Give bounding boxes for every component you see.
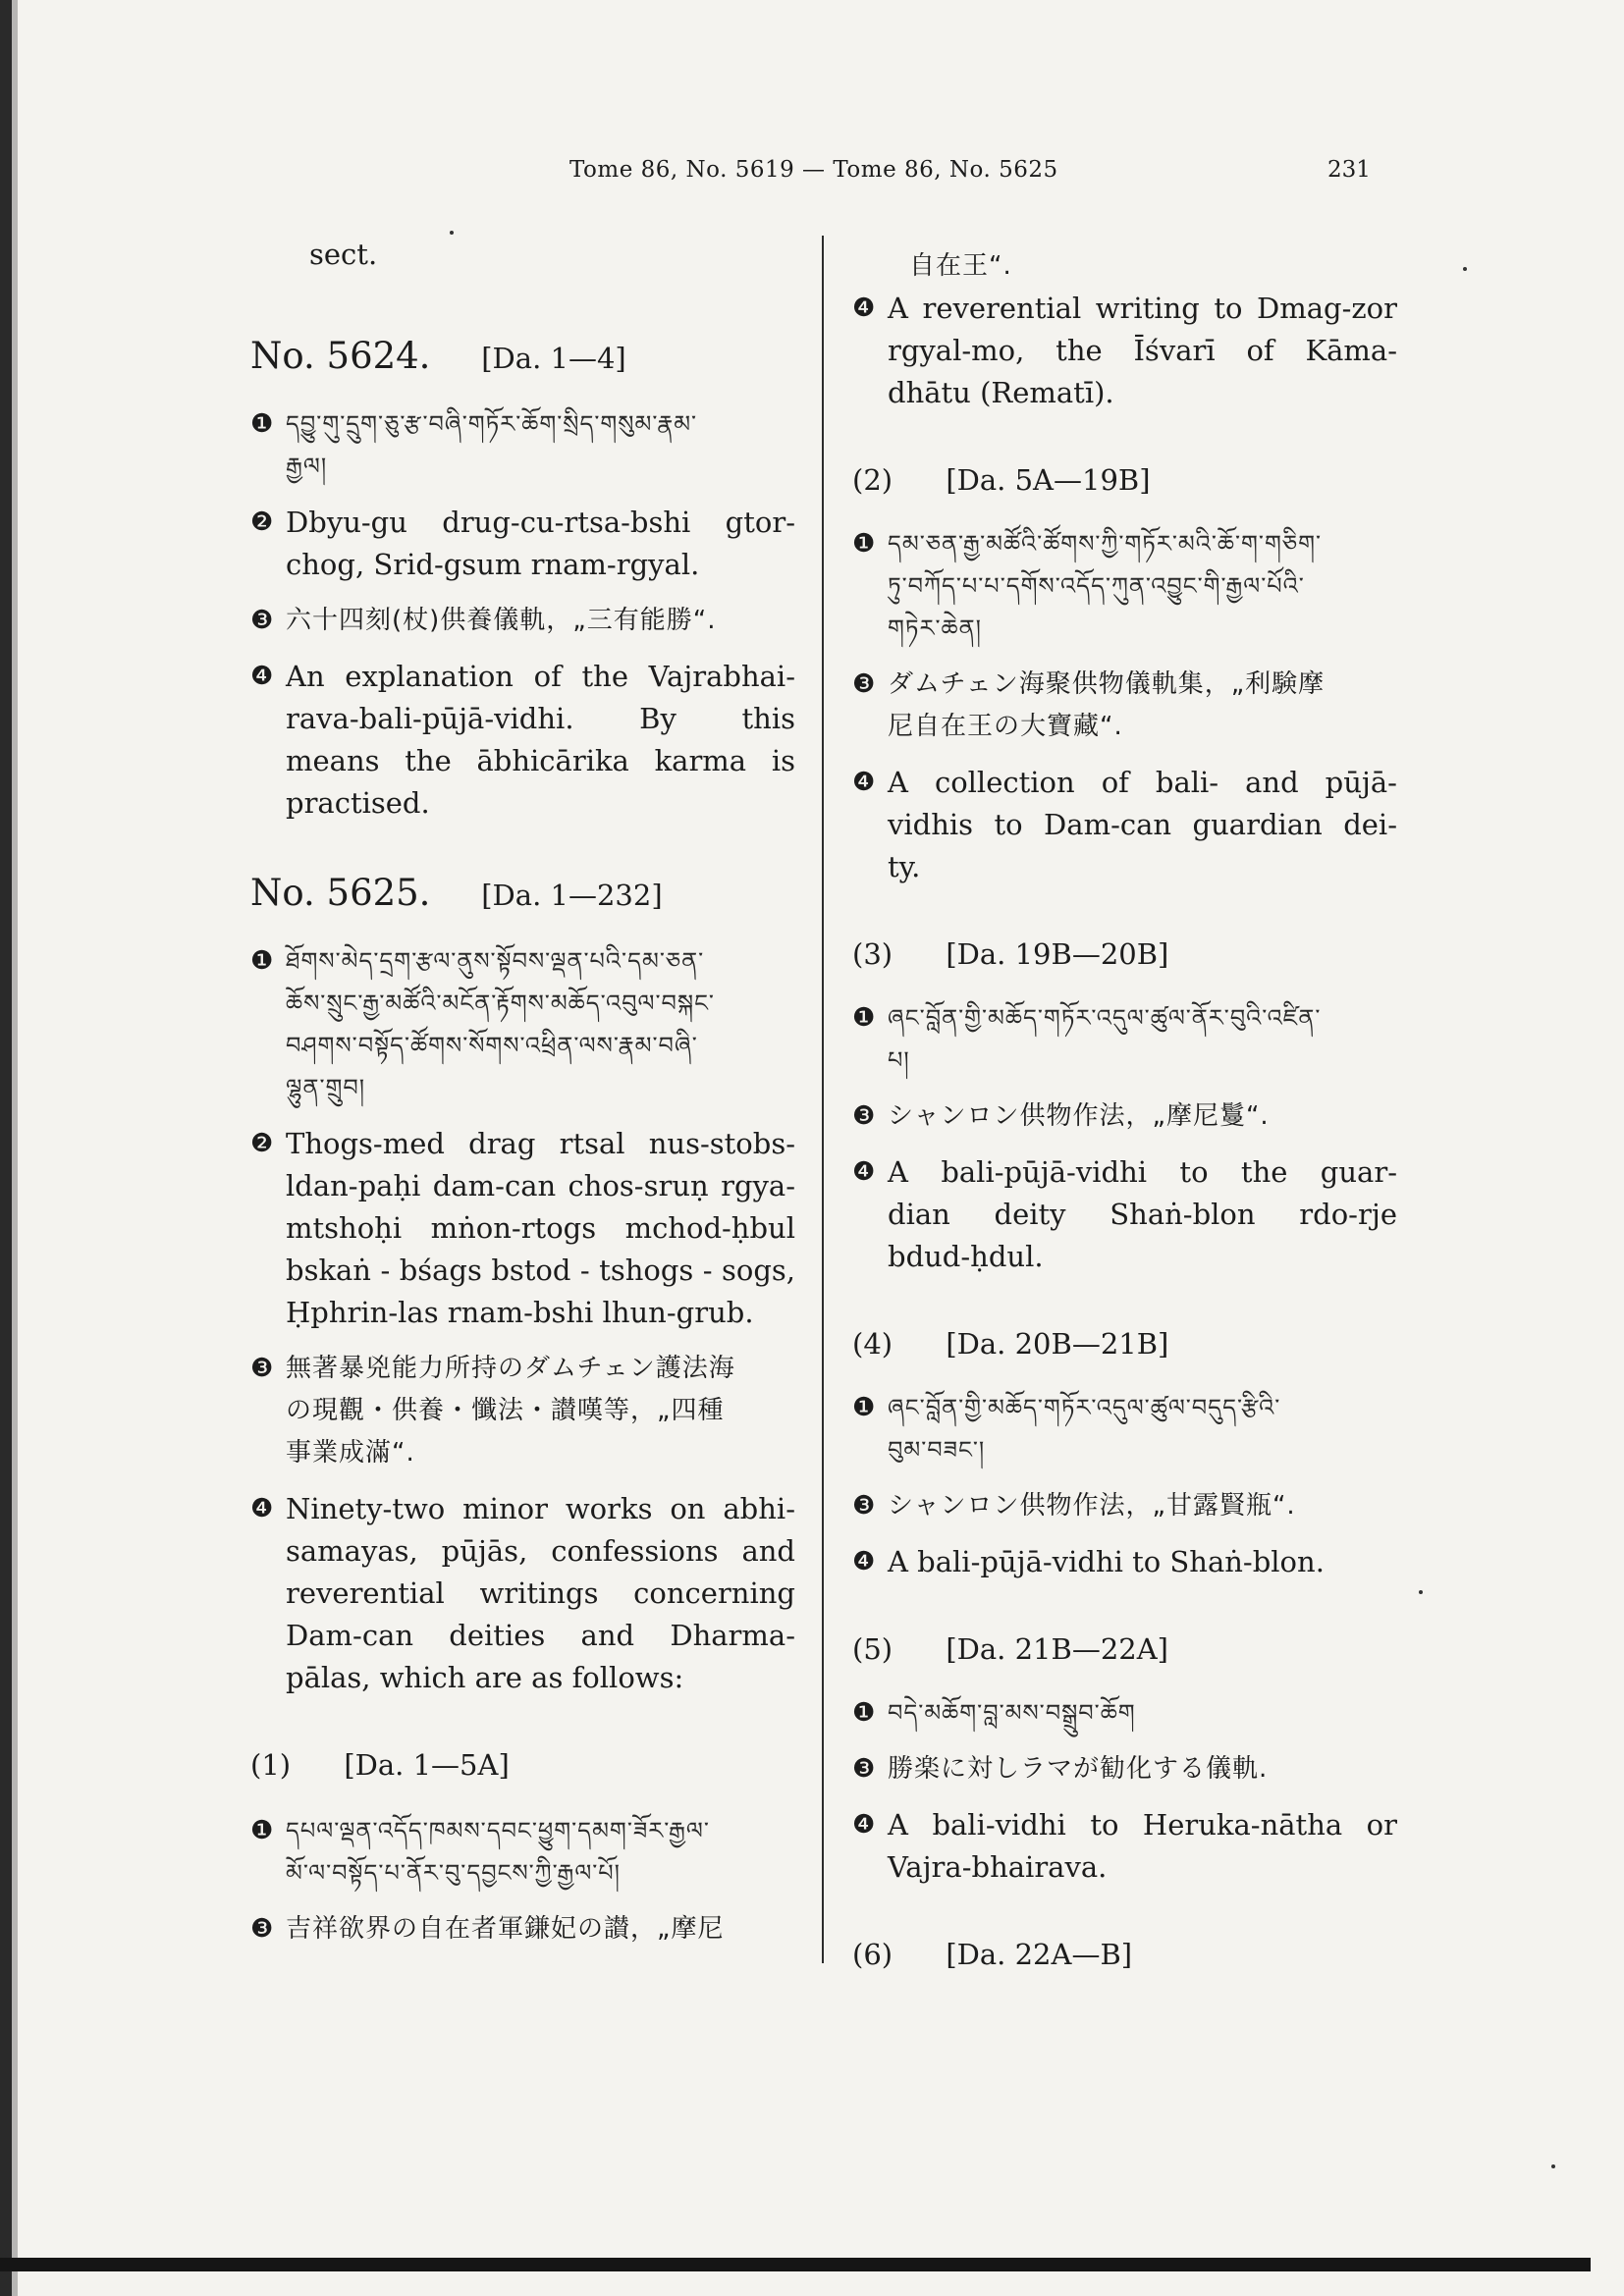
right-column [852,245,1397,1976]
entry-number: No. 5624. [250,335,431,377]
entry-5625-heading [250,872,795,917]
tibetan-line: དཔལ་ལྡན་འདོད་ཁམས་དབང་ཕྱུག་དམག་ཟོར་རྒྱལ་ [286,1817,710,1844]
text-line: chog, Srid-gsum rnam-rgyal. [286,548,700,581]
scan-speck [450,231,454,235]
marker-4-icon: ❹ [250,662,274,691]
english-description [852,762,1397,888]
entry-number: No. 5625. [250,872,431,914]
text-line: vidhis to Dam-can guardian dei- [888,808,1397,841]
marker-3-icon: ❸ [852,1101,876,1131]
folio-range: [Da. 1—232] [481,879,663,912]
subsection-5-heading [852,1629,1397,1671]
english-description [852,1541,1397,1583]
text-line: A bali-vidhi to Heruka-nātha or [888,1808,1397,1842]
text-line: bskaṅ - bśags bstod - tshogs - sogs, [286,1254,795,1287]
tibetan-line: རྒྱལ། [286,453,328,480]
text-line: samayas, pūjās, confessions and [286,1534,795,1568]
subsection-label: (2) [852,463,893,497]
tibetan-title [852,1692,1397,1735]
english-description [250,656,795,825]
subsection-label: (6) [852,1938,893,1971]
japanese-title [852,1748,1397,1790]
tibetan-line: མོ་ལ་བསྟོད་པ་ནོར་བུ་དབྱངས་ཀྱི་རྒྱལ་པོ། [286,1859,622,1887]
tibetan-line: ཆོས་སྲུང་རྒྱ་མཚོའི་མངོན་རྟོགས་མཆོད་འབུལ་བསྐང་ [286,989,715,1017]
english-description [852,1804,1397,1889]
folio-range: [Da. 20B—21B] [946,1327,1169,1361]
tibetan-line: ཐོགས་མེད་དྲག་རྩལ་ནུས་སྟོབས་ལྡན་པའི་དམ་ཅན་ [286,947,705,975]
text-line: Thogs-med drag rtsal nus-stobs- [286,1127,795,1160]
folio-range: [Da. 22A—B] [946,1938,1133,1971]
english-description [852,288,1397,414]
text-line: 六十四刻(杖)供養儀軌，„三有能勝“. [286,606,717,635]
marker-2-icon: ❷ [250,1129,274,1158]
marker-1-icon: ❶ [852,529,876,559]
continued-text: 自在王“. [909,251,1012,281]
marker-3-icon: ❸ [852,669,876,699]
tibetan-line: དབྱུ་གུ་དྲུག་ཅུ་རྩ་བཞི་གཏོར་ཆོག་སྲིད་གསུམ་རྣམ་ [286,410,698,438]
marker-3-icon: ❸ [250,1354,274,1383]
tibetan-line: དམ་ཅན་རྒྱ་མཚོའི་ཚོགས་ཀྱི་གཏོར་མའི་ཆོ་ག་གཅིག་ [888,530,1323,558]
tibetan-line: གཏེར་ཆེན། [888,614,982,642]
text-line: 吉祥欲界の自在者軍鎌妃の讃，„摩尼 [286,1914,725,1944]
text-line: シャンロン供物作法，„甘露賢瓶“. [888,1491,1296,1521]
text-line: Dam-can deities and Dharma- [286,1619,795,1652]
japanese-title [250,1348,795,1474]
japanese-title [250,600,795,642]
text-line: dhātu (Rematī). [888,376,1114,409]
text-line: rgyal-mo, the Īśvarī of Kāma- [888,334,1397,367]
subsection-label: (1) [250,1748,292,1782]
tibetan-line: ཞང་བློན་གྱི་མཆོད་གཏོར་འདུལ་ཚུལ་ནོར་བུའི་འཛིན་ [888,1004,1322,1032]
marker-4-icon: ❹ [852,294,876,323]
text-line: rava-bali-pūjā-vidhi. By this [286,702,795,735]
tibetan-line: པ། [888,1046,910,1074]
text-line: Vajra-bhairava. [888,1850,1108,1884]
continued-text: sect. [309,238,378,271]
text-line: reverential writings concerning [286,1576,795,1610]
subsection-1-heading [250,1744,795,1787]
text-line: 事業成滿“. [286,1438,415,1468]
text-line: dian deity Shaṅ-blon rdo-rje [888,1198,1397,1231]
tibetan-title [250,940,795,1109]
marker-1-icon: ❶ [250,409,274,439]
subsection-6-heading [852,1934,1397,1976]
scan-speck [1551,2164,1555,2168]
english-description [250,1488,795,1699]
text-line: 勝楽に対しラマが勧化する儀軌. [888,1754,1269,1784]
subsection-label: (3) [852,937,893,971]
tibetan-title [852,1387,1397,1471]
text-line: A bali-pūjā-vidhi to the guar- [888,1155,1397,1189]
subsection-3-heading [852,934,1397,976]
tibetan-title [250,1810,795,1895]
romanized-title [250,1123,795,1334]
text-line: A collection of bali- and pūjā- [888,766,1397,799]
scan-bottom-edge [0,2258,1591,2271]
left-column [250,234,795,1950]
scan-speck [1463,267,1467,271]
marker-3-icon: ❸ [852,1491,876,1521]
scan-left-edge [0,0,12,2296]
japanese-title [852,1095,1397,1138]
tibetan-line: ཏུ་བཀོད་པ་པ་དགོས་འདོད་ཀུན་འབྱུང་གི་རྒྱལ་པོའི་ [888,572,1305,600]
text-line: means the ābhicārika karma is [286,744,795,777]
folio-range: [Da. 21B—22A] [946,1632,1168,1666]
marker-3-icon: ❸ [250,1914,274,1944]
text-line: A bali-pūjā-vidhi to Shaṅ-blon. [888,1545,1325,1578]
running-header: Tome 86, No. 5619 — Tome 86, No. 5625 [569,157,1058,183]
text-line: mtshoḥi mṅon-rtogs mchod-ḥbul [286,1211,795,1245]
text-line: ダムチェン海聚供物儀軌集，„利験摩 [888,669,1326,699]
folio-range: [Da. 1—4] [481,342,626,375]
romanized-title [250,502,795,586]
marker-1-icon: ❶ [852,1393,876,1422]
page-number: 231 [1327,157,1371,183]
tibetan-line: བུམ་བཟང་། [888,1436,986,1464]
text-line: A reverential writing to Dmag-zor [888,292,1397,325]
text-line: Dbyu-gu drug-cu-rtsa-bshi gtor- [286,506,795,539]
marker-1-icon: ❶ [250,946,274,976]
text-line: の現觀・供養・懺法・讃嘆等，„四種 [286,1396,725,1425]
text-line: bdud-ḥdul. [888,1240,1044,1273]
folio-range: [Da. 5A—19B] [946,463,1151,497]
text-line: pālas, which are as follows: [286,1661,684,1694]
marker-1-icon: ❶ [852,1003,876,1033]
tibetan-line: བདེ་མཆོག་བླ་མས་བསྒྲུབ་ཆོག [888,1699,1136,1727]
text-line: practised. [286,786,430,820]
tibetan-title [852,997,1397,1082]
japanese-title [852,664,1397,748]
marker-2-icon: ❷ [250,507,274,537]
text-line: 尼自在王の大寶藏“. [888,712,1123,741]
marker-4-icon: ❹ [852,1547,876,1576]
folio-range: [Da. 1—5A] [344,1748,510,1782]
text-line: An explanation of the Vajrabhai- [286,660,795,693]
tibetan-line: ཞང་བློན་གྱི་མཆོད་གཏོར་འདུལ་ཚུལ་བདུད་རྩིའི་ [888,1394,1281,1421]
tibetan-title [852,523,1397,650]
entry-5624-heading [250,335,795,380]
japanese-title [852,1485,1397,1527]
marker-3-icon: ❸ [852,1754,876,1784]
english-description [852,1151,1397,1278]
text-line: シャンロン供物作法，„摩尼鬘“. [888,1101,1270,1131]
tibetan-line: ལྷུན་གྲུབ། [286,1074,366,1101]
tibetan-line: བཤགས་བསྟོད་ཚོགས་སོགས་འཕྲིན་ལས་རྣམ་བཞི་ [286,1032,698,1059]
marker-1-icon: ❶ [250,1816,274,1845]
marker-1-icon: ❶ [852,1698,876,1728]
marker-4-icon: ❹ [852,1157,876,1187]
subsection-4-heading [852,1323,1397,1365]
text-line: Ḥphrin-las rnam-bshi lhun-grub. [286,1296,754,1329]
marker-3-icon: ❸ [250,606,274,635]
tibetan-title [250,403,795,488]
marker-4-icon: ❹ [250,1494,274,1523]
column-divider [822,236,824,1963]
subsection-label: (5) [852,1632,893,1666]
subsection-2-heading [852,459,1397,502]
marker-4-icon: ❹ [852,1810,876,1840]
scan-left-edge-shadow [12,0,18,2296]
folio-range: [Da. 19B—20B] [946,937,1169,971]
text-line: Ninety-two minor works on abhi- [286,1492,795,1525]
text-line: 無著暴兇能力所持のダムチェン護法海 [286,1354,735,1383]
japanese-title [250,1908,795,1950]
subsection-label: (4) [852,1327,893,1361]
text-line: ldan-paḥi dam-can chos-sruṇ rgya- [286,1169,795,1202]
marker-4-icon: ❹ [852,768,876,797]
text-line: ty. [888,850,921,883]
scan-speck [1419,1590,1423,1594]
